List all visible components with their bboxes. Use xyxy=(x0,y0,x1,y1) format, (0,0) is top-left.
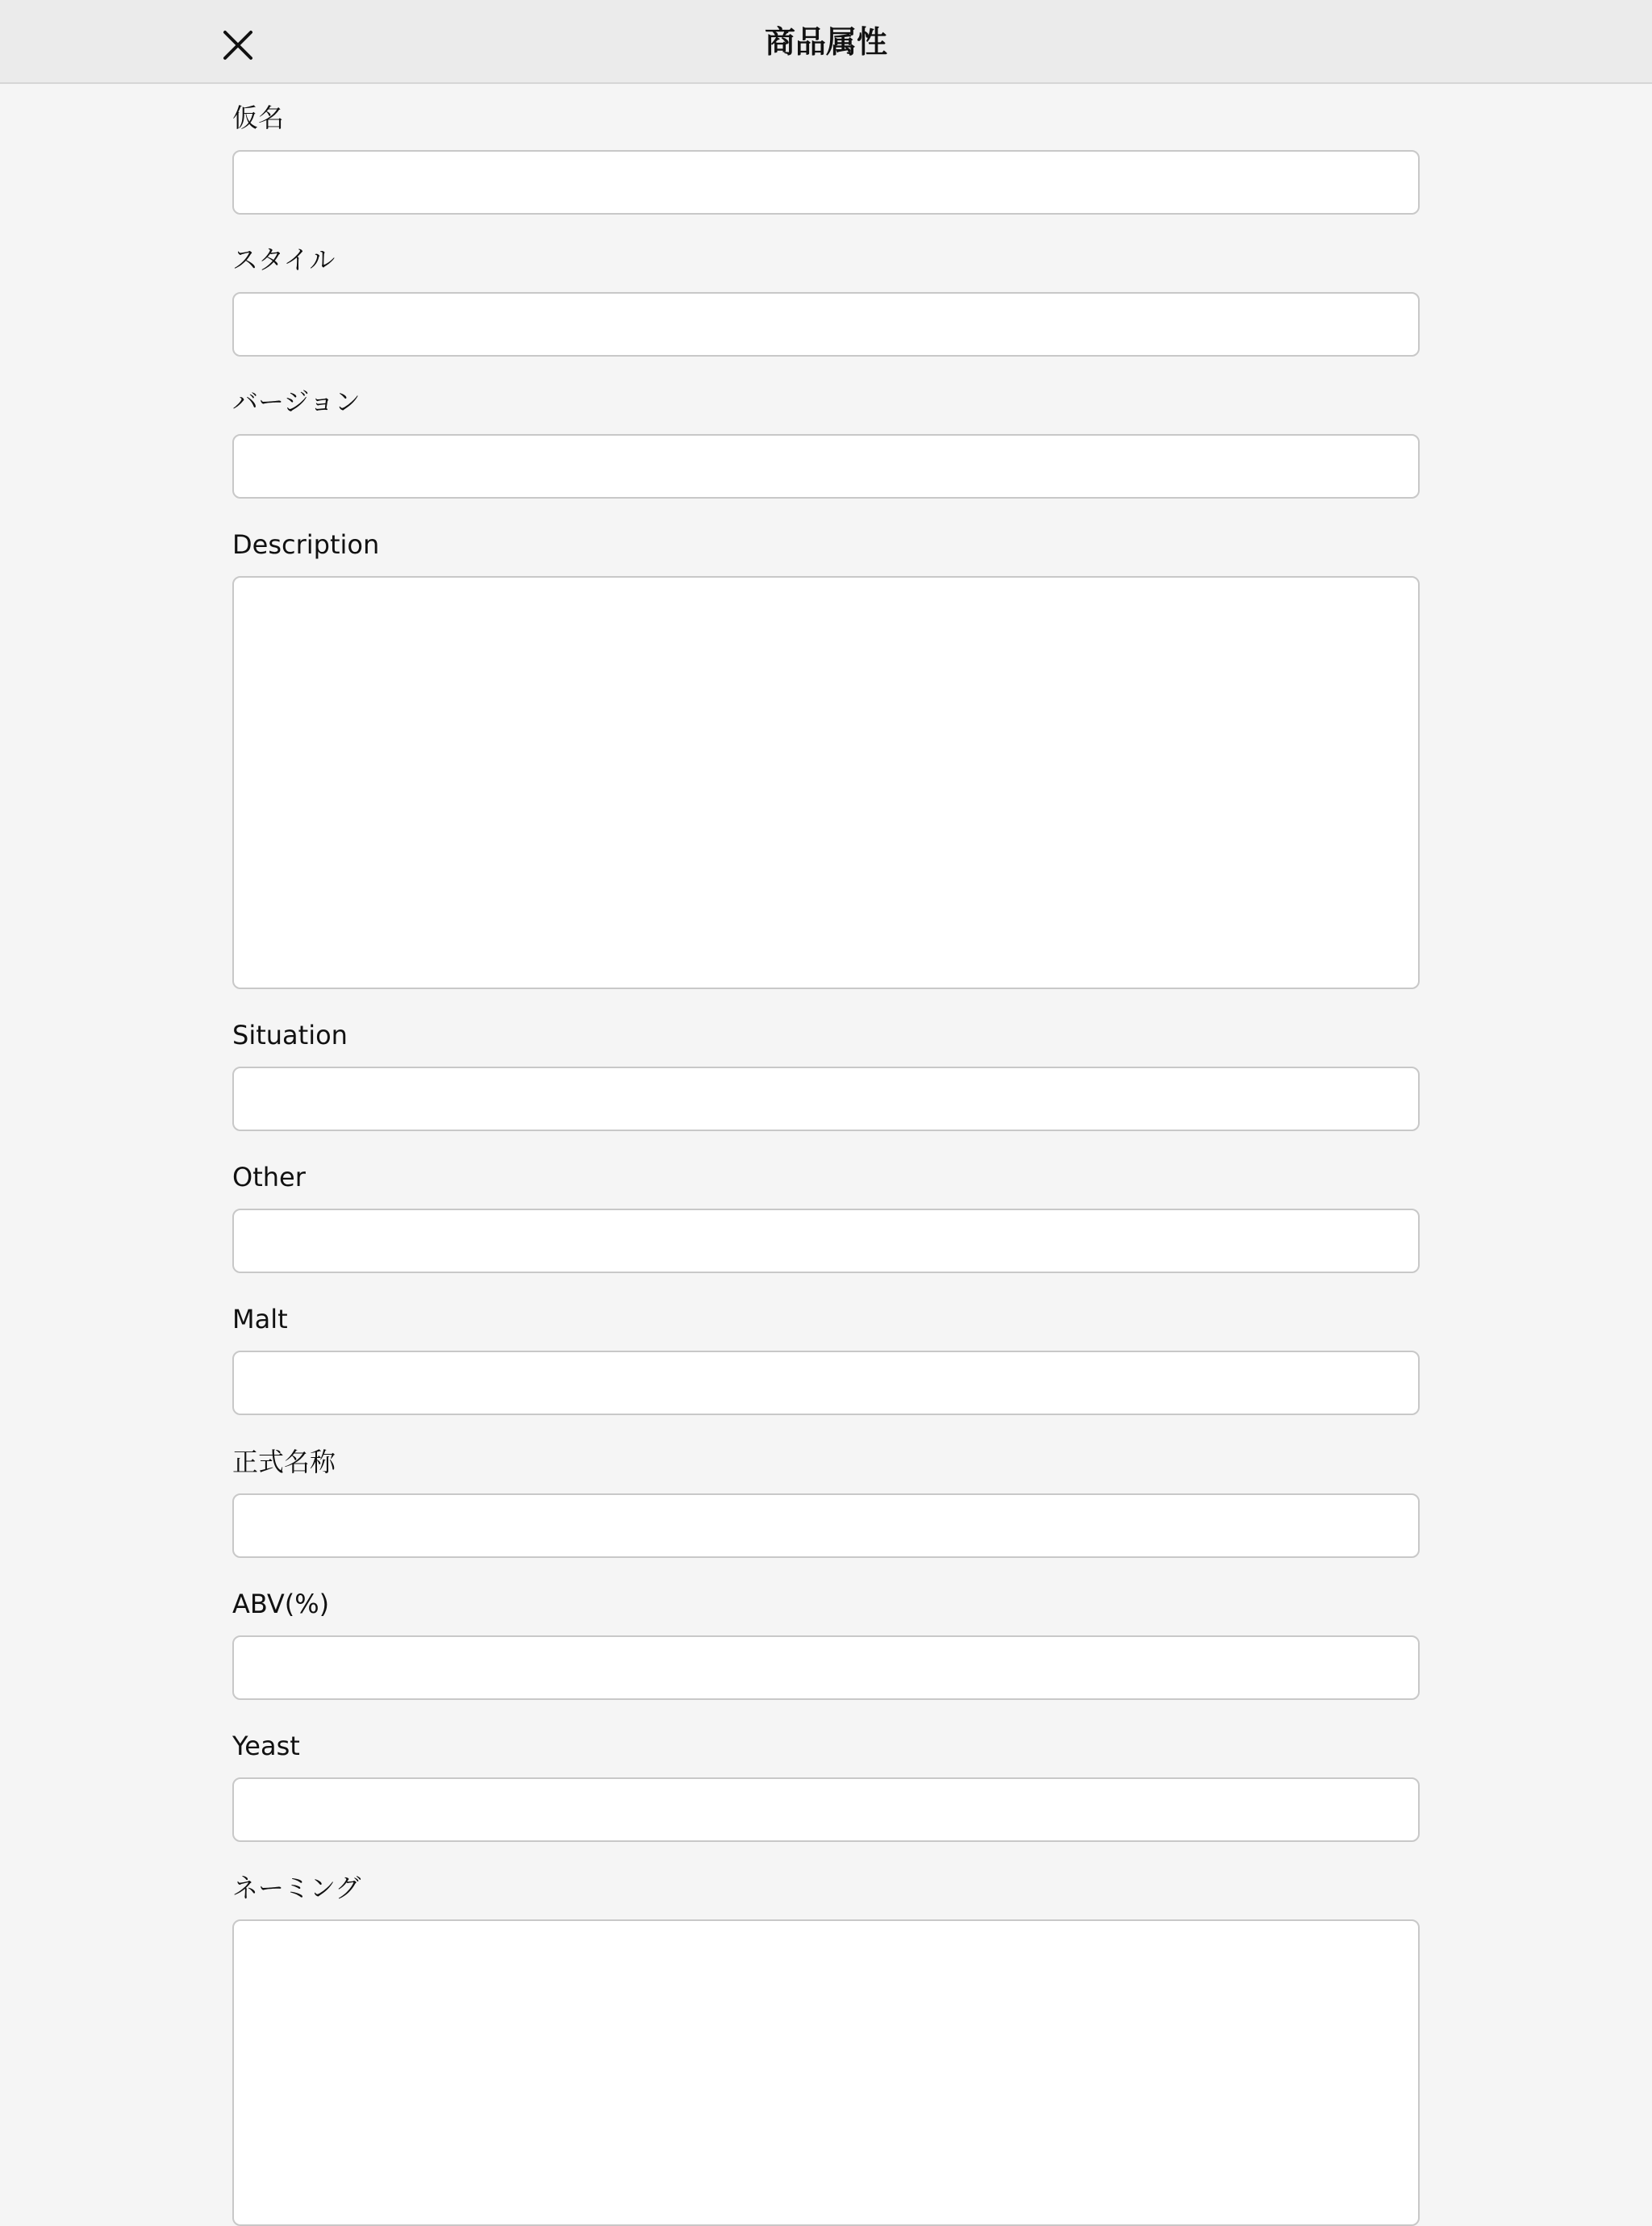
yeast-input[interactable] xyxy=(232,1777,1420,1842)
field-label-naming: ネーミング xyxy=(232,1873,361,1903)
page-title: 商品属性 xyxy=(764,24,887,60)
naming-textarea[interactable] xyxy=(232,1919,1420,2226)
field-label-official-name: 正式名称 xyxy=(232,1447,336,1477)
kana-input[interactable] xyxy=(232,150,1420,215)
field-label-abv: ABV(%) xyxy=(232,1589,330,1619)
field-label-malt: Malt xyxy=(232,1304,288,1334)
style-input[interactable] xyxy=(232,292,1420,357)
abv-input[interactable] xyxy=(232,1635,1420,1700)
situation-input[interactable] xyxy=(232,1067,1420,1131)
description-textarea[interactable] xyxy=(232,576,1420,989)
field-label-kana: 仮名 xyxy=(232,102,285,133)
version-input[interactable] xyxy=(232,434,1420,499)
field-label-style: スタイル xyxy=(232,244,336,275)
field-label-situation: Situation xyxy=(232,1020,348,1050)
field-label-yeast: Yeast xyxy=(232,1731,300,1761)
field-label-description: Description xyxy=(232,529,380,560)
malt-input[interactable] xyxy=(232,1351,1420,1415)
other-input[interactable] xyxy=(232,1209,1420,1273)
official-name-input[interactable] xyxy=(232,1493,1420,1558)
close-button[interactable] xyxy=(215,22,261,69)
modal-header xyxy=(0,0,1652,84)
field-label-other: Other xyxy=(232,1162,306,1192)
field-label-version: バージョン xyxy=(232,386,361,417)
close-icon xyxy=(223,30,253,61)
